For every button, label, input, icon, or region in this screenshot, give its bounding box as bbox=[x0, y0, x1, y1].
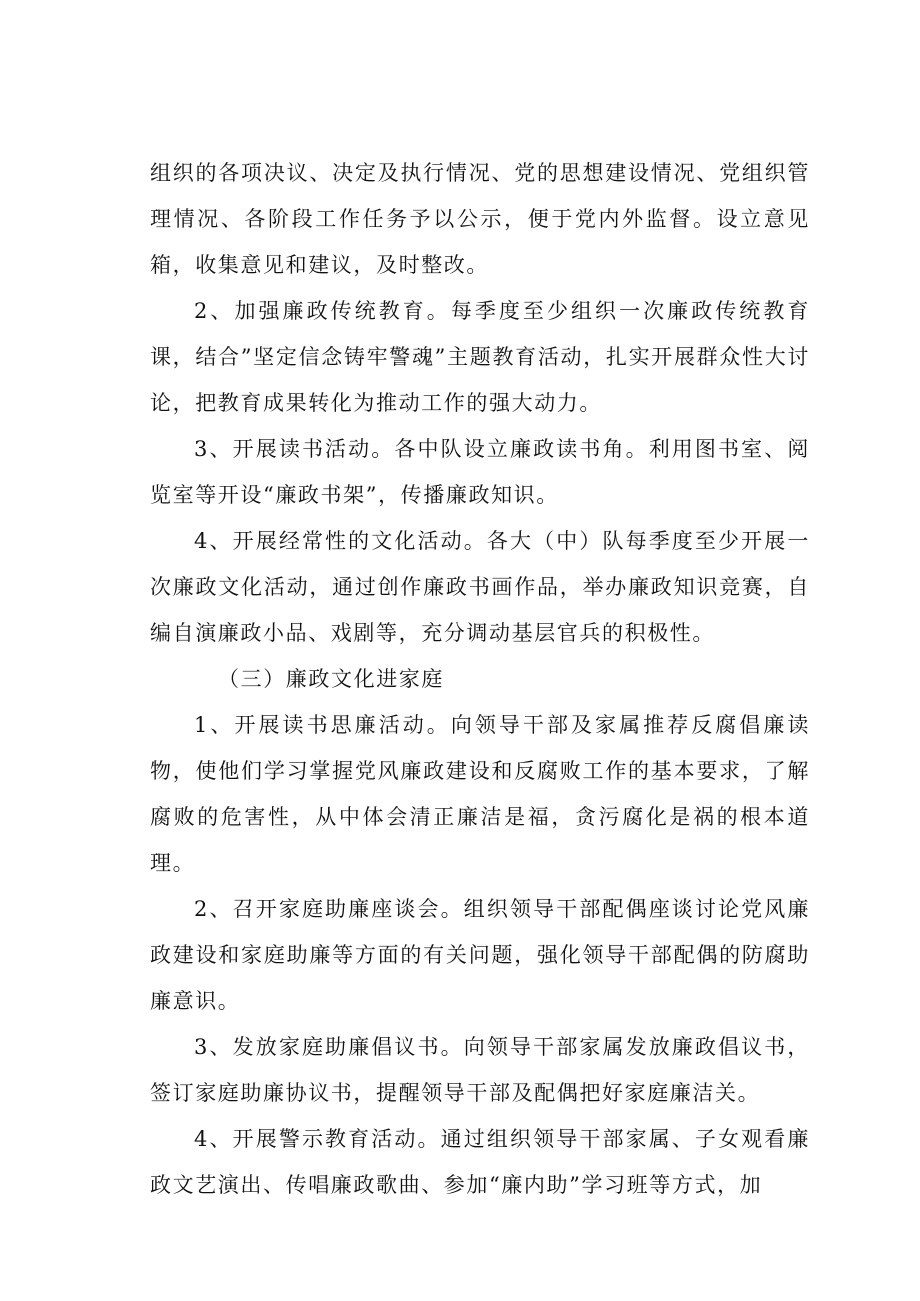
paragraph-continued: 组织的各项决议、决定及执行情况、党的思想建设情况、党组织管理情况、各阶段工作任务予以公示，便于党内外监督。设立意见箱，收集意见和建议，及时整改。 bbox=[150, 161, 810, 277]
section-paragraph-1: 1、开展读书思廉活动。向领导干部及家属推荐反腐倡廉读物，使他们学习掌握党风廉政建设和反腐败工作的基本要求，了解腐败的危害性，从中体会清正廉洁是福，贪污腐化是祸的根本道理。 bbox=[150, 713, 810, 875]
paragraph-item-4: 4、开展经常性的文化活动。各大（中）队每季度至少开展一次廉政文化活动，通过创作廉政书画作品，举办廉政知识竞赛，自编自演廉政小品、戏剧等，充分调动基层官兵的积极性。 bbox=[150, 529, 810, 645]
section-paragraph-3: 3、发放家庭助廉倡议书。向领导干部家属发放廉政倡议书，签订家庭助廉协议书，提醒领导干部及配偶把好家庭廉洁关。 bbox=[150, 1035, 810, 1105]
section-heading: （三）廉政文化进家庭 bbox=[218, 667, 444, 691]
section-paragraph-4: 4、开展警示教育活动。通过组织领导干部家属、子女观看廉政文艺演出、传唱廉政歌曲、参加“廉内助”学习班等方式，加 bbox=[150, 1127, 810, 1197]
paragraph-item-3: 3、开展读书活动。各中队设立廉政读书角。利用图书室、阅览室等开设“廉政书架”，传播廉政知识。 bbox=[150, 437, 810, 507]
section-paragraph-2: 2、召开家庭助廉座谈会。组织领导干部配偶座谈讨论党风廉政建设和家庭助廉等方面的有关问题，强化领导干部配偶的防腐助廉意识。 bbox=[150, 897, 810, 1013]
document-body bbox=[150, 150, 810, 1208]
paragraph-item-2: 2、加强廉政传统教育。每季度至少组织一次廉政传统教育课，结合”坚定信念铸牢警魂”主题教育活动，扎实开展群众性大讨论，把教育成果转化为推动工作的强大动力。 bbox=[150, 299, 810, 415]
